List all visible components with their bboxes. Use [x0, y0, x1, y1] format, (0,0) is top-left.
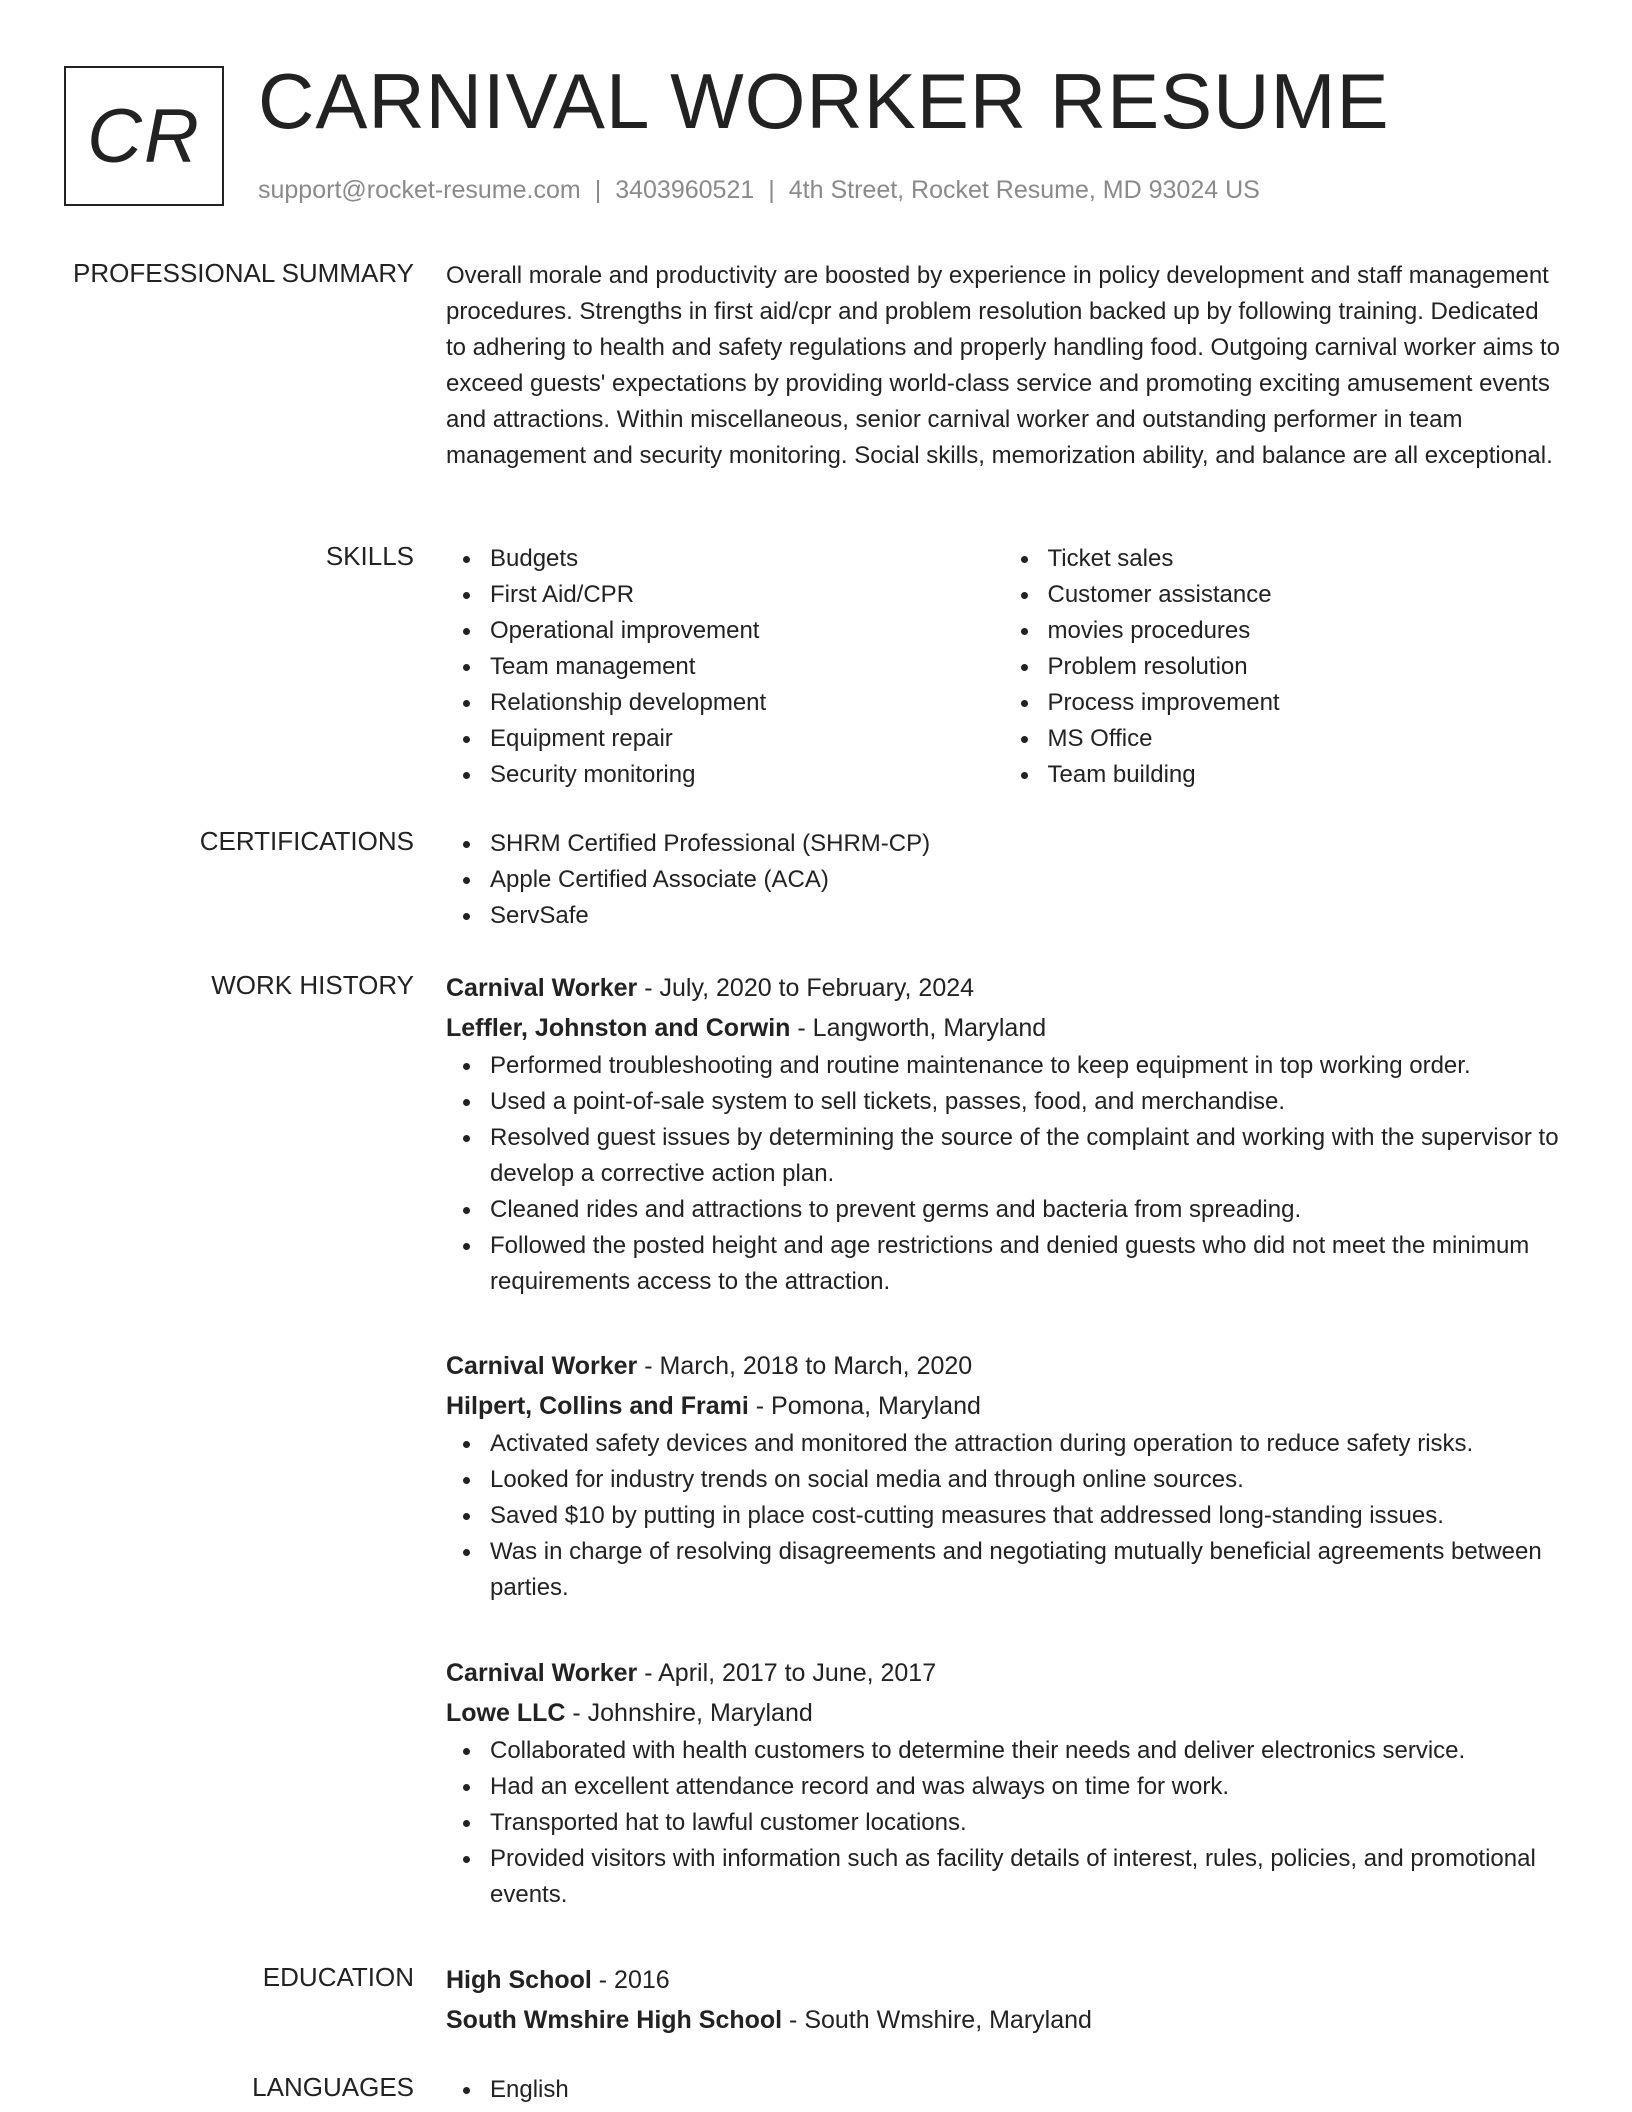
job-company-line [446, 1386, 1561, 1426]
job-dates: - March, 2018 to March, 2020 [637, 1352, 973, 1380]
job-title: Carnival Worker [446, 974, 638, 1002]
resume-title: CARNIVAL WORKER RESUME [258, 57, 1390, 145]
contact-separator: | [594, 176, 602, 204]
job-duty: Had an excellent attendance record and was always on time for work. [490, 1769, 1561, 1805]
job-duty: Collaborated with health customers to determine their needs and deliver electronics service. [490, 1733, 1561, 1769]
job-company: Lowe LLC [446, 1699, 566, 1727]
contact-phone[interactable]: 3403960521 [615, 176, 755, 204]
summary-text: Overall morale and productivity are boosted by experience in policy development and staff management procedures. Strengths in first aid/cpr and problem resolution backed up by following training. Dedicated to adhering to health and safety regulations and properly handling food. Outgoing carnival worker aims to exceed guests' expectations by providing world-class service and promoting exciting amusement events and attractions. Within miscellaneous, senior carnival worker and outstanding performer in team management and security monitoring. Social skills, memorization ability, and balance are all exceptional. [446, 262, 1561, 469]
skill-item: Team management [490, 649, 1004, 685]
skill-item: Team building [1048, 757, 1562, 793]
skill-item: Equipment repair [490, 721, 1004, 757]
monogram-box: CR [64, 66, 224, 206]
education-location: - South Wmshire, Maryland [782, 2006, 1092, 2034]
work-history-label: WORK HISTORY [211, 970, 414, 1000]
education-label: EDUCATION [262, 1962, 414, 1992]
job-location: - Langworth, Maryland [790, 1014, 1047, 1042]
job-company-line [446, 1693, 1561, 1733]
skills-columns [446, 541, 1561, 793]
certification-item: Apple Certified Associate (ACA) [490, 862, 1561, 898]
contact-separator: | [768, 176, 775, 204]
education-school-line [446, 2000, 1561, 2040]
contact-address: 4th Street, Rocket Resume, MD 93024 US [788, 176, 1260, 204]
skill-item: movies procedures [1048, 613, 1562, 649]
education-body [446, 1960, 1561, 2040]
contact-email[interactable]: support@rocket-resume.com [258, 176, 581, 204]
skills-left-list [446, 541, 1004, 793]
job-duty: Transported hat to lawful customer locations. [490, 1805, 1561, 1841]
skill-item: Ticket sales [1048, 541, 1562, 577]
skill-item: Problem resolution [1048, 649, 1562, 685]
job-entry [446, 968, 1561, 1300]
summary-label: PROFESSIONAL SUMMARY [73, 258, 414, 288]
job-title-line [446, 1346, 1561, 1386]
skills-label: SKILLS [325, 541, 414, 571]
education-year: - 2016 [591, 1966, 670, 1994]
language-item: English [490, 2072, 1561, 2108]
certification-item: ServSafe [490, 898, 1561, 934]
job-dates: - July, 2020 to February, 2024 [637, 974, 975, 1002]
job-duties-list [446, 1048, 1561, 1300]
skills-body [446, 541, 1561, 793]
languages-label: LANGUAGES [252, 2072, 414, 2102]
job-duties-list [446, 1426, 1561, 1606]
job-entry [446, 1346, 1561, 1606]
skill-item: Customer assistance [1048, 577, 1562, 613]
skill-item: Operational improvement [490, 613, 1004, 649]
job-duties-list [446, 1733, 1561, 1913]
job-duty: Followed the posted height and age restrictions and denied guests who did not meet the minimum requirements access to the attraction. [490, 1228, 1561, 1300]
job-title-line [446, 968, 1561, 1008]
job-duty: Saved $10 by putting in place cost-cutting measures that addressed long-standing issues. [490, 1498, 1561, 1534]
skill-item: Budgets [490, 541, 1004, 577]
skill-item: Process improvement [1048, 685, 1562, 721]
certifications-body [446, 826, 1561, 934]
job-title-line [446, 1653, 1561, 1693]
education-school: South Wmshire High School [446, 2006, 783, 2034]
skills-right-list [1004, 541, 1562, 793]
contact-line [258, 176, 1260, 205]
job-duty: Was in charge of resolving disagreements and negotiating mutually beneficial agreements between parties. [490, 1534, 1561, 1606]
job-title: Carnival Worker [446, 1352, 638, 1380]
skill-item: Relationship development [490, 685, 1004, 721]
skill-item: Security monitoring [490, 757, 1004, 793]
job-location: - Pomona, Maryland [748, 1392, 981, 1420]
education-degree-line [446, 1960, 1561, 2000]
job-duty: Provided visitors with information such as facility details of interest, rules, policies, and promotional events. [490, 1841, 1561, 1913]
job-duty: Performed troubleshooting and routine maintenance to keep equipment in top working order. [490, 1048, 1561, 1084]
job-location: - Johnshire, Maryland [565, 1699, 813, 1727]
certifications-label: CERTIFICATIONS [199, 826, 414, 856]
job-duty: Cleaned rides and attractions to prevent germs and bacteria from spreading. [490, 1192, 1561, 1228]
education-degree: High School [446, 1966, 592, 1994]
job-duty: Used a point-of-sale system to sell tickets, passes, food, and merchandise. [490, 1084, 1561, 1120]
job-duty: Resolved guest issues by determining the source of the complaint and working with the supervisor to develop a corrective action plan. [490, 1120, 1561, 1192]
languages-list [446, 2072, 1561, 2108]
job-title: Carnival Worker [446, 1659, 638, 1687]
certification-item: SHRM Certified Professional (SHRM-CP) [490, 826, 1561, 862]
job-duty: Activated safety devices and monitored the attraction during operation to reduce safety risks. [490, 1426, 1561, 1462]
languages-body [446, 2072, 1561, 2108]
job-dates: - April, 2017 to June, 2017 [637, 1659, 937, 1687]
job-duty: Looked for industry trends on social media and through online sources. [490, 1462, 1561, 1498]
job-company-line [446, 1008, 1561, 1048]
skill-item: First Aid/CPR [490, 577, 1004, 613]
job-entry [446, 1653, 1561, 1913]
job-company: Hilpert, Collins and Frami [446, 1392, 749, 1420]
job-company: Leffler, Johnston and Corwin [446, 1014, 791, 1042]
certifications-list [446, 826, 1561, 934]
skill-item: MS Office [1048, 721, 1562, 757]
